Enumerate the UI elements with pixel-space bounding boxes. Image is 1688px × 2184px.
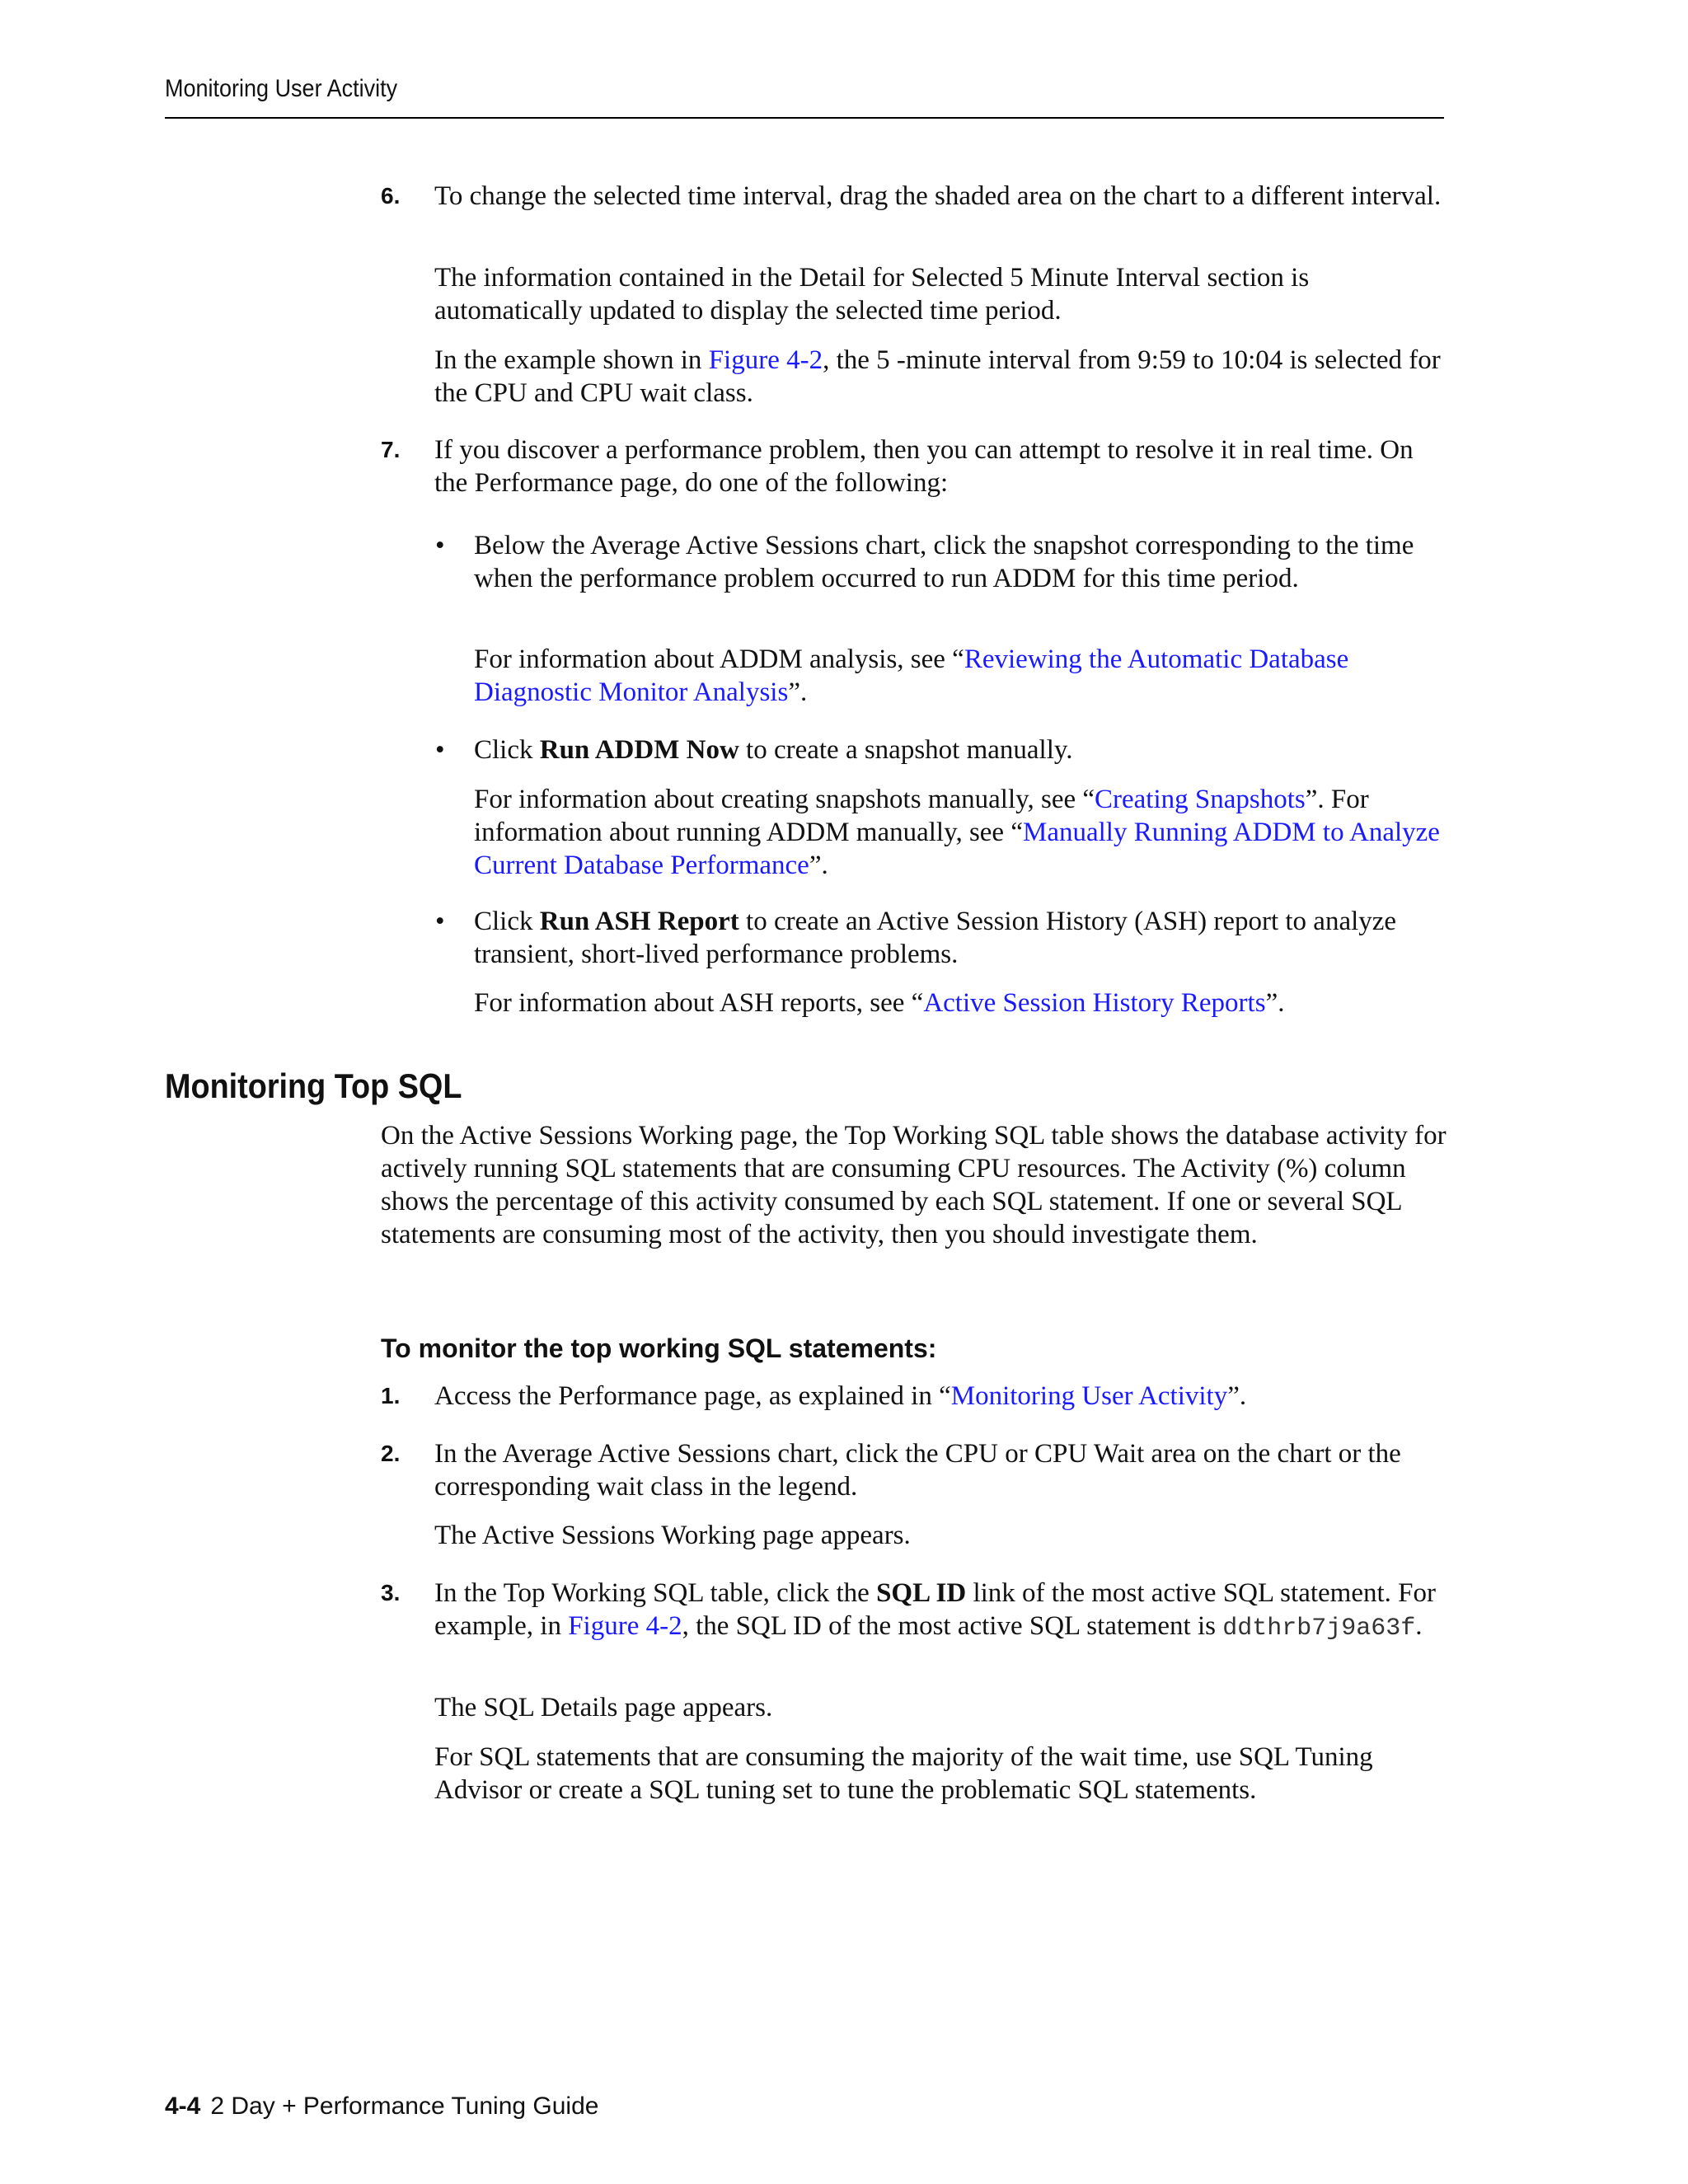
bullet-1-text: Below the Average Active Sessions chart, click the snapshot corresponding to the time when the performance problem occurred to run ADDM for this time period. [474,531,1414,593]
step-1-text: Access the Performance page, as explained in “Monitoring User Activity”. [434,1381,1247,1411]
step-number: 2. [381,1441,401,1466]
section-intro: On the Active Sessions Working page, the Top Working SQL table shows the database activity for actively running SQL statements that are consuming CPU resources. The Activity (%) column shows the percentage of this activity consumed by each SQL statement. If one or several SQL statements are consuming most of the activity, then you should investigate them. [381,1121,1447,1249]
bullet-dot: • [435,531,445,560]
step-2-result: The Active Sessions Working page appears. [434,1521,911,1550]
page-number: 4-4 [165,2093,201,2120]
bullet-3-text: Click Run ASH Report to create an Active Session History (ASH) report to analyze transient, short-lived performance problems. [474,907,1397,969]
run-ash-report-label: Run ASH Report [539,907,739,936]
step-number: 3. [381,1580,401,1605]
step-number: 1. [381,1383,401,1408]
section-title: Monitoring Top SQL [165,1066,462,1105]
bullet-1-note: For information about ADDM analysis, see “Reviewing the Automatic Database Diagnostic Monitor Analysis”. [474,644,1349,707]
step-6-detail: The information contained in the Detail for Selected 5 Minute Interval section is automatically updated to display the selected time period. [434,263,1310,326]
step-3-note: For SQL statements that are consuming the majority of the wait time, use SQL Tuning Advisor or create a SQL tuning set to tune the problematic SQL statements. [434,1742,1373,1805]
run-addm-now-label: Run ADDM Now [539,735,739,765]
step-6-text: To change the selected time interval, drag the shaded area on the chart to a different interval. [434,181,1442,211]
procedure-title: To monitor the top working SQL statements: [381,1333,937,1363]
step-3-result: The SQL Details page appears. [434,1693,773,1722]
reviewing-addm-link[interactable]: Reviewing the Automatic Database Diagnostic Monitor Analysis [474,644,1349,707]
figure-4-2-link[interactable]: Figure 4-2 [568,1611,682,1641]
monitoring-user-activity-link[interactable]: Monitoring User Activity [950,1381,1228,1411]
header-rule [165,117,1444,119]
step-3-text: In the Top Working SQL table, click the SQL ID link of the most active SQL statement. For example, in Figure 4-2, the SQL ID of the most active SQL statement is ddthrb7j9a63f. [434,1578,1436,1643]
book-title: 2 Day + Performance Tuning Guide [210,2093,599,2120]
bullet-dot: • [435,907,445,936]
step-7-text: If you discover a performance problem, then you can attempt to resolve it in real time. On the Performance page, do one of the following: [434,435,1414,498]
bullet-dot: • [435,735,445,765]
step-number: 7. [381,437,401,462]
step-number: 6. [381,183,401,209]
step-6-example: In the example shown in Figure 4-2, the 5 -minute interval from 9:59 to 10:04 is selected for the CPU and CPU wait class. [434,345,1441,408]
sql-id-label: SQL ID [876,1578,967,1608]
bullet-2-text: Click Run ADDM Now to create a snapshot manually. [474,735,1073,765]
step-2-text: In the Average Active Sessions chart, click the CPU or CPU Wait area on the chart or the corresponding wait class in the legend. [434,1439,1401,1502]
creating-snapshots-link[interactable]: Creating Snapshots [1095,785,1306,814]
bullet-3-note: For information about ASH reports, see “Active Session History Reports”. [474,988,1285,1018]
running-header: Monitoring User Activity [165,75,398,102]
bullet-2-note: For information about creating snapshots manually, see “Creating Snapshots”. For information about running ADDM manually, see “Manually Running ADDM to Analyze Current Database Performance”. [474,785,1440,880]
figure-4-2-link[interactable]: Figure 4-2 [708,345,823,375]
ash-reports-link[interactable]: Active Session History Reports [923,988,1266,1018]
sql-id-code: ddthrb7j9a63f [1222,1615,1416,1643]
manually-running-addm-link[interactable]: Manually Running ADDM to Analyze Current Database Performance [474,818,1440,880]
page-footer [165,2090,598,2123]
